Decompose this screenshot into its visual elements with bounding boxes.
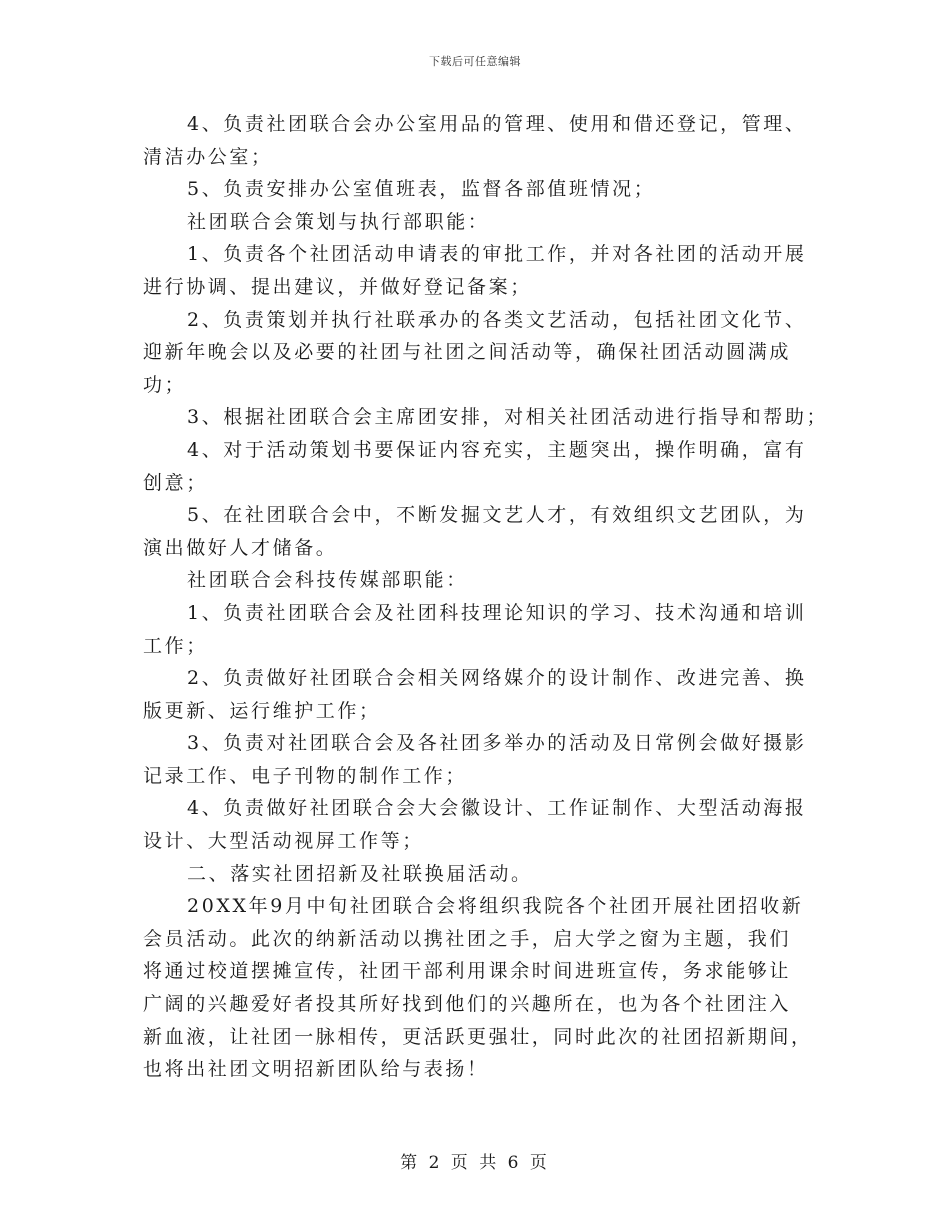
text-line: 清洁办公室； [143,145,273,168]
text-line: 5、在社团联合会中，不断发掘文艺人才，有效组织文艺团队，为 [187,504,807,527]
section-heading: 社团联合会策划与执行部职能： [187,210,490,233]
page-header-note: 下载后可任意编辑 [429,55,521,68]
text-line: 工作； [143,634,208,657]
text-line: 1、负责各个社团活动申请表的审批工作，并对各社团的活动开展 [187,243,807,266]
text-line: 设计、大型活动视屏工作等； [143,830,424,853]
section-heading: 二、落实社团招新及社联换届活动。 [187,862,533,885]
text-line: 2、负责做好社团联合会相关网络媒介的设计制作、改进完善、换 [187,667,807,690]
text-line: 记录工作、电子刊物的制作工作； [143,764,468,787]
page-number-footer: 第 2 页 共 6 页 [400,1153,550,1173]
text-line: 版更新、运行维护工作； [143,699,381,722]
text-line: 新血液，让社团一脉相传，更活跃更强壮，同时此次的社团招新期间， [143,1025,813,1048]
text-line: 3、负责对社团联合会及各社团多举办的活动及日常例会做好摄影 [187,732,807,755]
text-line: 4、负责做好社团联合会大会徽设计、工作证制作、大型活动海报 [187,797,807,820]
text-line: 20XX年9月中旬社团联合会将组织我院各个社团开展社团招收新 [187,895,804,918]
text-line: 4、对于活动策划书要保证内容充实，主题突出，操作明确，富有 [187,438,807,461]
text-line: 会员活动。此次的纳新活动以携社团之手，启大学之窗为主题，我们 [143,927,792,950]
section-heading: 社团联合会科技传媒部职能： [187,569,468,592]
text-line: 进行协调、提出建议，并做好登记备案； [143,275,532,298]
text-line: 3、根据社团联合会主席团安排，对相关社团活动进行指导和帮助； [187,406,829,429]
text-line: 创意； [143,471,208,494]
text-line: 2、负责策划并执行社联承办的各类文艺活动，包括社团文化节、 [187,308,807,331]
text-line: 演出做好人才储备。 [143,536,338,559]
text-line: 迎新年晚会以及必要的社团与社团之间活动等，确保社团活动圆满成 [143,341,792,364]
text-line: 广阔的兴趣爱好者投其所好找到他们的兴趣所在，也为各个社团注入 [143,993,792,1016]
text-line: 4、负责社团联合会办公室用品的管理、使用和借还登记，管理、 [187,113,807,135]
text-line: 1、负责社团联合会及社团科技理论知识的学习、技术沟通和培训 [187,601,807,624]
text-line: 也将出社团文明招新团队给与表扬！ [143,1058,489,1081]
text-line: 将通过校道摆摊宣传，社团干部利用课余时间进班宣传，务求能够让 [143,960,792,983]
text-line: 5、负责安排办公室值班表，监督各部值班情况； [187,178,656,201]
document-body [143,108,829,1086]
text-line: 功； [143,373,187,396]
